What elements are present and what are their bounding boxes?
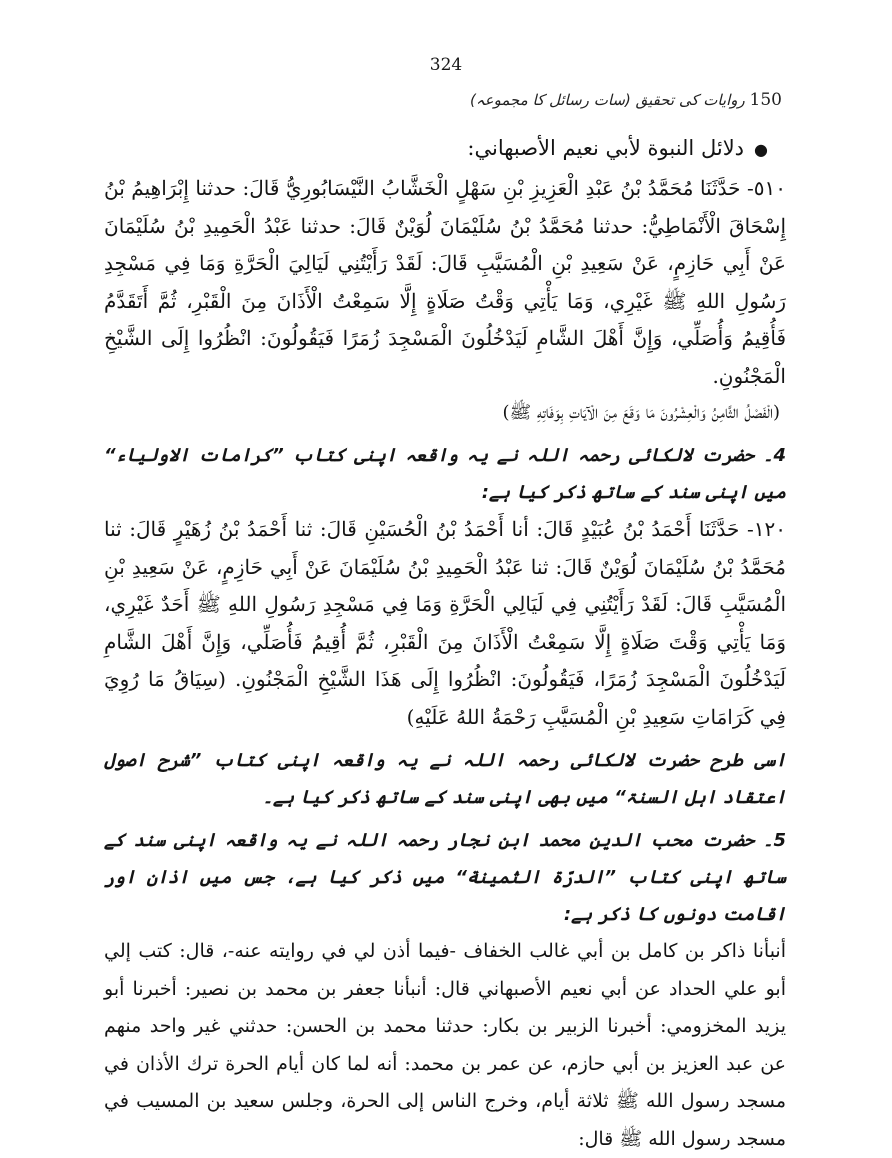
similarly-paragraph: اسی طرح حضرت لالکائی رحمہ اللہ نے یہ واقعہ اپنی کتاب ”شرح اصول اعتقاد اہل السنۃ“ میں بھی اپنی سند کے ساتھ ذکر کیا ہے۔	[104, 750, 786, 808]
running-head-title: روایات کی تحقیق (سات رسائل کا مجموعہ)	[470, 91, 745, 109]
hadith-120: ١٢٠- حَدَّثَنَا أَحْمَدُ بْنُ عُبَيْدٍ قَالَ: أنا أَحْمَدُ بْنُ الْحُسَيْنِ قَالَ: ثنا أَحْمَدُ بْنُ زُهَيْرٍ قَالَ: ثنا مُحَمَّدُ بْنُ سُلَيْمَانَ لُوَيْنٌ قَالَ: ثنا عَبْدُ الْحَمِيدِ بْنُ سُلَيْمَانَ عَنْ أَبِي حَازِمٍ، عَنْ سَعِيدِ بْنِ الْمُسَيَّبِ قَالَ: لَقَدْ رَأَيْتُنِي فِي لَيَالِي الْحَرَّةِ وَمَا فِي مَسْجِدِ رَسُولِ اللهِ ﷺ أَحَدٌ غَيْرِي، وَمَا يَأْتِي وَقْتَ صَلَاةٍ إِلَّا سَمِعْتُ الْأَذَانَ مِنَ الْقَبْرِ، ثُمَّ أُقِيمُ فَأُصَلِّي، وَإِنَّ أَهْلَ الشَّامِ لَيَدْخُلُونَ الْمَسْجِدَ زُمَرًا، فَيَقُولُونَ: انْظُرُوا إِلَى هَذَا الشَّيْخِ الْمَجْنُونِ. (سِيَاقُ مَا رُوِيَ فِي كَرَامَاتِ سَعِيدِ بْنِ الْمُسَيَّبِ رَحْمَةُ اللهُ عَلَيْهِ)	[104, 517, 786, 729]
section-5-heading: 5۔ حضرت محب الدین محمد ابن نجار رحمہ اللہ نے یہ واقعہ اپنی سند کے ساتھ اپنی کتاب ”الدرّة الثمینة“ میں ذکر کیا ہے، جس میں اذان اور اقامت دونوں کا ذکر ہے:	[104, 830, 786, 925]
hadith-510: ٥١٠- حَدَّثَنَا مُحَمَّدُ بْنُ عَبْدِ الْعَزِيزِ بْنِ سَهْلٍ الْخَشَّابُ النَّيْسَابُورِيُّ قَالَ: حدثنا إِبْرَاهِيمُ بْنُ إِسْحَاقَ الْأَنْمَاطِيُّ: حدثنا مُحَمَّدُ بْنُ سُلَيْمَانَ لُوَيْنٌ قَالَ: حدثنا عَبْدُ الْحَمِيدِ بْنُ سُلَيْمَانَ عَنْ أَبِي حَازِمٍ، عَنْ سَعِيدِ بْنِ الْمُسَيَّبِ قَالَ: لَقَدْ رَأَيْتُنِي لَيَالِيَ الْحَرَّةِ وَمَا فِي مَسْجِدِ رَسُولِ اللهِ ﷺ غَيْرِي، وَمَا يَأْتِي وَقْتُ صَلَاةٍ إِلَّا سَمِعْتُ الْأَذَانَ مِنَ الْقَبْرِ، ثُمَّ أَتَقَدَّمُ فَأُقِيمُ وَأُصَلِّي، وَإِنَّ أَهْلَ الشَّامِ لَيَدْخُلُونَ الْمَسْجِدَ زُمَرًا فَيَقُولُونَ: انْظُرُوا إِلَى الشَّيْخِ الْمَجْنُونِ.	[104, 176, 786, 388]
section-4-heading: 4۔ حضرت لالکائی رحمہ اللہ نے یہ واقعہ اپنی کتاب ”کرامات الاولیاء“ میں اپنی سند کے ساتھ ذکر کیا ہے:	[104, 445, 786, 503]
bullet-heading-text: دلائل النبوة لأبي نعيم الأصبهاني:	[467, 136, 745, 160]
page-content	[104, 128, 786, 1158]
running-head-number: 150	[749, 90, 782, 110]
chapter-note: (الْفَصْلُ الثَّامِنُ وَالْعِشْرُونَ مَا وَقَعَ مِنَ الْآيَاتِ بِوَفَاتِهِ ﷺ)	[502, 402, 780, 423]
running-head	[470, 90, 782, 110]
bullet-heading	[104, 128, 768, 170]
narration-paragraph: أنبأنا ذاكر بن كامل بن أبي غالب الخفاف -فيما أذن لي في روايته عنه-، قال: كتب إلي أبو علي الحداد عن أبي نعيم الأصبهاني قال: أنبأنا جعفر بن محمد بن نصير: أخبرنا أبو يزيد المخزومي: أخبرنا الزبير بن بكار: حدثنا محمد بن الحسن: حدثني غير واحد منهم عن عبد العزيز بن أبي حازم، عن عمر بن محمد: أنه لما كان أيام الحرة ترك الأذان في مسجد رسول الله ﷺ ثلاثة أيام، وخرج الناس إلى الحرة، وجلس سعيد بن المسيب في مسجد رسول الله ﷺ قال:	[104, 940, 786, 1150]
bullet-icon: ●	[754, 140, 768, 159]
page-number: 324	[429, 55, 463, 75]
